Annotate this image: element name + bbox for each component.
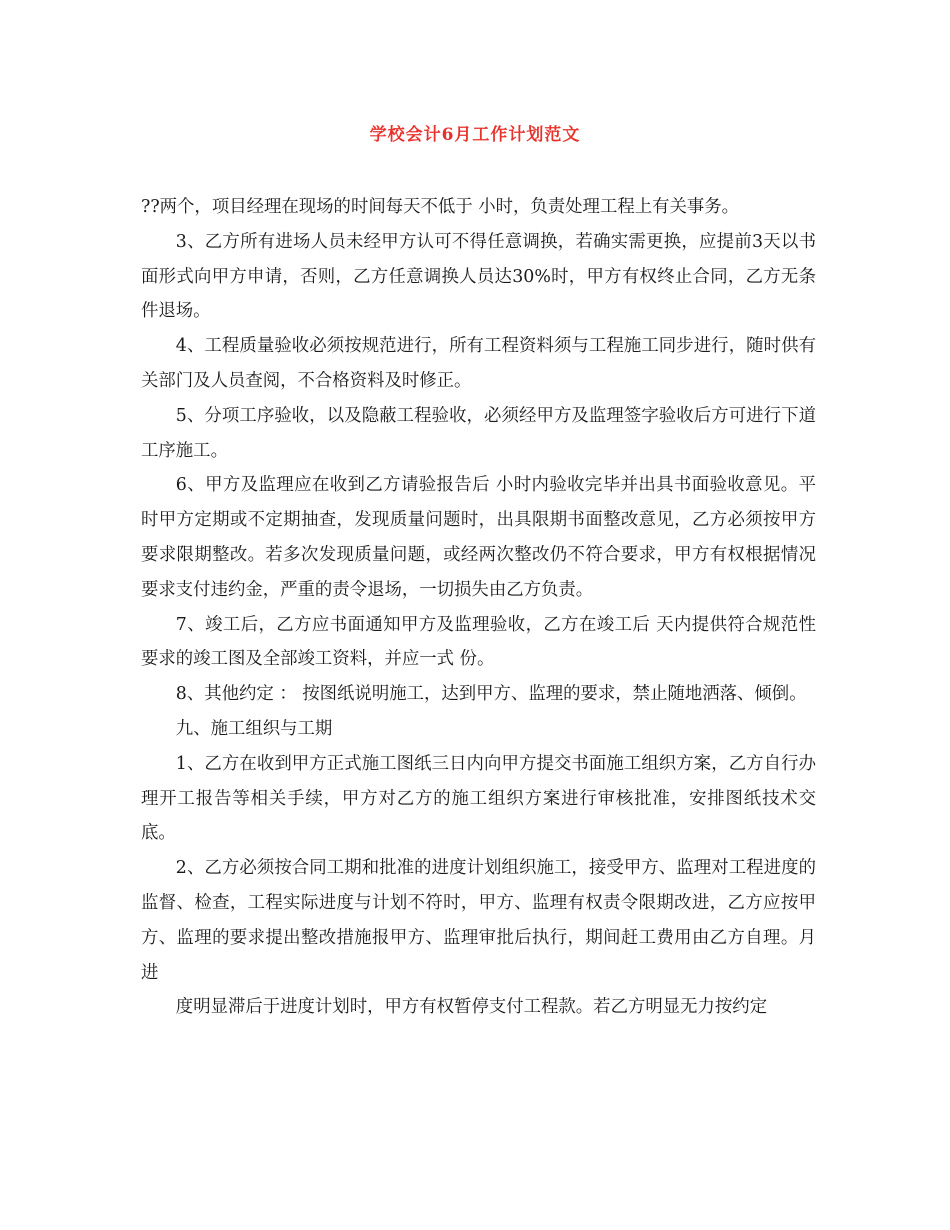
paragraph-item-4: 4、工程质量验收必须按规范进行，所有工程资料须与工程施工同步进行，随时供有关部门及人员查阅，不合格资料及时修正。 bbox=[141, 336, 816, 391]
paragraph-section9-item-2: 2、乙方必须按合同工期和批准的进度计划组织施工，接受甲方、监理对工程进度的监督、检查，工程实际进度与计划不符时，甲方、监理有权责令限期改进，乙方应按甲方、监理的要求提出整改措施报甲方、监理审批后执行，期间赶工费用由乙方自理。月进 bbox=[141, 858, 816, 983]
paragraph-section9-item-1: 1、乙方在收到甲方正式施工图纸三日内向甲方提交书面施工组织方案，乙方自行办理开工报告等相关手续，甲方对乙方的施工组织方案进行审核批准，安排图纸技术交底。 bbox=[141, 753, 816, 844]
paragraph-item-5: 5、分项工序验收，以及隐蔽工程验收，必须经甲方及监理签字验收后方可进行下道工序施工。 bbox=[141, 405, 816, 461]
paragraph-item-6: 6、甲方及监理应在收到乙方请验报告后 小时内验收完毕并出具书面验收意见。平时甲方定期或不定期抽查，发现质量问题时，出具限期书面整改意见，乙方必须按甲方要求限期整改。若多次发现质量问题，或经两次整改仍不符合要求，甲方有权根据情况要求支付违约金，严重的责令退场，一切损失由乙方负责。 bbox=[141, 475, 816, 600]
paragraph-item-8: 8、其他约定 ： 按图纸说明施工，达到甲方、监理的要求，禁止随地洒落、倾倒。 bbox=[175, 684, 807, 705]
paragraph-continuation: ??两个，项目经理在现场的时间每天不低于 小时，负责处理工程上有关事务。 bbox=[141, 197, 740, 217]
document-body bbox=[141, 190, 816, 1025]
section-heading-9: 九、施工组织与工期 bbox=[175, 718, 333, 739]
paragraph-item-7: 7、竣工后，乙方应书面通知甲方及监理验收，乙方在竣工后 天内提供符合规范性要求的竣工图及全部竣工资料，并应一式 份。 bbox=[141, 614, 816, 670]
paragraph-item-3: 3、乙方所有进场人员未经甲方认可不得任意调换，若确实需更换，应提前3天以书面形式向甲方申请，否则，乙方任意调换人员达30%时，甲方有权终止合同，乙方无条件退场。 bbox=[141, 231, 816, 322]
document-title: 学校会计6月工作计划范文 bbox=[369, 125, 581, 145]
paragraph-continuation-end: 度明显滞后于进度计划时，甲方有权暂停支付工程款。若乙方明显无力按约定 bbox=[175, 997, 768, 1018]
